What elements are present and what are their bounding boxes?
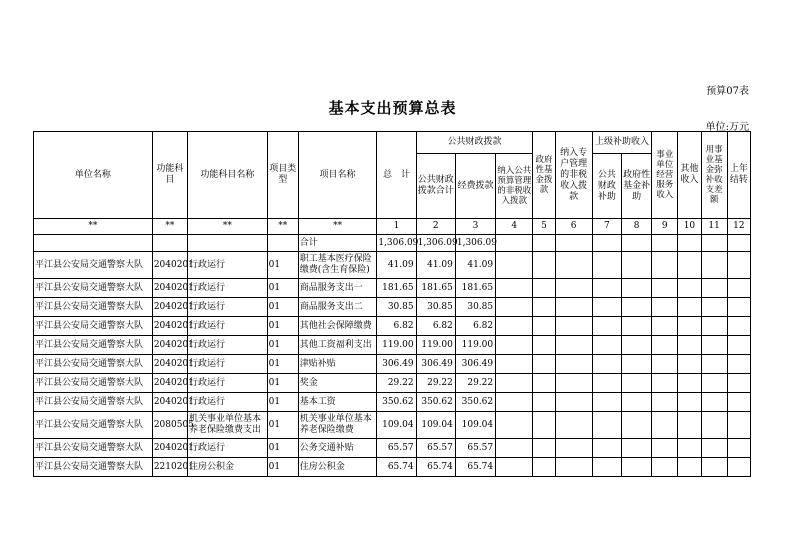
public-total-cell: 181.65	[416, 279, 455, 298]
func-name-cell: 行政运行	[188, 393, 268, 412]
empty-cell	[533, 374, 555, 393]
empty-cell	[727, 355, 750, 374]
header-public-finance-subsidy: 公共财政补助	[592, 154, 621, 219]
empty-cell	[621, 298, 651, 317]
empty-cell	[652, 235, 678, 252]
empty-cell	[555, 412, 592, 439]
total-cell: 350.62	[377, 393, 416, 412]
index-cell: 10	[678, 219, 701, 235]
unit-name-cell: 平江县公安局交通警察大队	[34, 252, 153, 279]
unit-name-cell: 平江县公安局交通警察大队	[34, 458, 153, 477]
empty-cell	[727, 279, 750, 298]
empty-cell	[621, 336, 651, 355]
empty-cell	[701, 412, 727, 439]
item-name-cell: 其他工资福利支出	[298, 336, 377, 355]
table-row	[34, 336, 751, 355]
func-name-cell: 住房公积金	[188, 458, 268, 477]
empty-cell	[555, 355, 592, 374]
empty-cell	[496, 279, 533, 298]
table-row	[34, 355, 751, 374]
header-public-finance-total: 公共财政拨款合计	[416, 154, 455, 219]
header-fund-balance: 用事业基金弥补收支差额	[701, 132, 727, 219]
header-last-year: 上年结转	[727, 132, 750, 219]
empty-cell	[533, 317, 555, 336]
public-total-cell: 30.85	[416, 298, 455, 317]
func-code-cell: 2040201	[152, 279, 187, 298]
empty-cell	[678, 439, 701, 458]
empty-cell	[533, 355, 555, 374]
item-name-cell: 商品服务支出二	[298, 298, 377, 317]
func-code-cell: 2040201	[152, 355, 187, 374]
budget-table	[33, 131, 751, 477]
index-row	[34, 219, 751, 235]
header-non-tax-in-budget: 纳入公共预算管理的非税收入拨款	[496, 154, 533, 219]
empty-cell	[555, 298, 592, 317]
funding-cell: 65.74	[455, 458, 495, 477]
total-row	[34, 235, 751, 252]
empty-cell	[727, 252, 750, 279]
empty-cell	[496, 439, 533, 458]
item-type-cell: 01	[267, 336, 298, 355]
empty-cell	[533, 336, 555, 355]
func-code-cell: 2040201	[152, 439, 187, 458]
item-name-cell: 其他社会保障缴费	[298, 317, 377, 336]
total-cell: 65.74	[377, 458, 416, 477]
empty-cell	[727, 235, 750, 252]
empty-cell	[34, 235, 153, 252]
empty-cell	[678, 393, 701, 412]
index-cell: 12	[727, 219, 750, 235]
item-type-cell: 01	[267, 439, 298, 458]
total-cell: 306.49	[377, 355, 416, 374]
empty-cell	[678, 252, 701, 279]
index-cell: 1	[377, 219, 416, 235]
index-cell: 6	[555, 219, 592, 235]
empty-cell	[592, 336, 621, 355]
empty-cell	[701, 235, 727, 252]
header-gov-fund-subsidy: 政府性基金补助	[621, 154, 651, 219]
empty-cell	[555, 439, 592, 458]
func-name-cell: 行政运行	[188, 252, 268, 279]
index-cell: **	[188, 219, 268, 235]
table-row	[34, 458, 751, 477]
empty-cell	[496, 235, 533, 252]
empty-cell	[678, 412, 701, 439]
empty-cell	[555, 458, 592, 477]
empty-cell	[533, 252, 555, 279]
item-name-cell: 职工基本医疗保险缴费(含生育保险)	[298, 252, 377, 279]
empty-cell	[592, 393, 621, 412]
total-cell: 29.22	[377, 374, 416, 393]
empty-cell	[652, 252, 678, 279]
empty-cell	[701, 317, 727, 336]
unit-name-cell: 平江县公安局交通警察大队	[34, 298, 153, 317]
funding-cell: 65.57	[455, 439, 495, 458]
empty-cell	[621, 235, 651, 252]
unit-name-cell: 平江县公安局交通警察大队	[34, 355, 153, 374]
total-cell: 109.04	[377, 412, 416, 439]
func-code-cell: 2080505	[152, 412, 187, 439]
total-cell: 6.82	[377, 317, 416, 336]
table-row	[34, 412, 751, 439]
unit-name-cell: 平江县公安局交通警察大队	[34, 336, 153, 355]
empty-cell	[496, 336, 533, 355]
index-cell: 7	[592, 219, 621, 235]
public-total-cell: 6.82	[416, 317, 455, 336]
empty-cell	[592, 439, 621, 458]
index-cell: 11	[701, 219, 727, 235]
unit-name-cell: 平江县公安局交通警察大队	[34, 374, 153, 393]
empty-cell	[555, 374, 592, 393]
total-cell: 181.65	[377, 279, 416, 298]
empty-cell	[701, 252, 727, 279]
item-name-cell: 奖金	[298, 374, 377, 393]
unit-name-cell: 平江县公安局交通警察大队	[34, 317, 153, 336]
total-cell: 30.85	[377, 298, 416, 317]
empty-cell	[533, 298, 555, 317]
table-row	[34, 252, 751, 279]
header-funding-allocation: 经费拨款	[455, 154, 495, 219]
empty-cell	[533, 279, 555, 298]
item-name-cell: 商品服务支出一	[298, 279, 377, 298]
func-name-cell: 行政运行	[188, 317, 268, 336]
empty-cell	[496, 458, 533, 477]
public-total-cell: 306.49	[416, 355, 455, 374]
funding-cell: 29.22	[455, 374, 495, 393]
func-code-cell: 2040201	[152, 298, 187, 317]
empty-cell	[678, 374, 701, 393]
header-other-income: 其他收入	[678, 132, 701, 219]
empty-cell	[727, 336, 750, 355]
funding-cell: 306.49	[455, 355, 495, 374]
empty-cell	[592, 252, 621, 279]
empty-cell	[267, 235, 298, 252]
header-special-non-tax: 纳入专户管理的非税收入拨款	[555, 132, 592, 219]
empty-cell	[592, 458, 621, 477]
empty-cell	[496, 252, 533, 279]
empty-cell	[592, 279, 621, 298]
empty-cell	[652, 412, 678, 439]
item-type-cell: 01	[267, 412, 298, 439]
public-total-value: 1,306.09	[416, 235, 455, 252]
total-value: 1,306.09	[377, 235, 416, 252]
empty-cell	[678, 336, 701, 355]
index-cell: **	[34, 219, 153, 235]
total-cell: 65.57	[377, 439, 416, 458]
empty-cell	[727, 298, 750, 317]
empty-cell	[621, 458, 651, 477]
empty-cell	[555, 235, 592, 252]
func-code-cell: 2040201	[152, 252, 187, 279]
table-row	[34, 374, 751, 393]
empty-cell	[652, 393, 678, 412]
item-type-cell: 01	[267, 355, 298, 374]
empty-cell	[701, 279, 727, 298]
funding-cell: 181.65	[455, 279, 495, 298]
func-code-cell: 2040201	[152, 374, 187, 393]
empty-cell	[652, 279, 678, 298]
func-name-cell: 行政运行	[188, 439, 268, 458]
item-type-cell: 01	[267, 298, 298, 317]
empty-cell	[533, 439, 555, 458]
empty-cell	[496, 374, 533, 393]
empty-cell	[592, 317, 621, 336]
index-cell: **	[267, 219, 298, 235]
empty-cell	[533, 393, 555, 412]
index-cell: 5	[533, 219, 555, 235]
empty-cell	[727, 412, 750, 439]
item-type-cell: 01	[267, 317, 298, 336]
empty-cell	[727, 439, 750, 458]
empty-cell	[701, 355, 727, 374]
item-type-cell: 01	[267, 279, 298, 298]
empty-cell	[152, 235, 187, 252]
empty-cell	[533, 458, 555, 477]
empty-cell	[621, 412, 651, 439]
empty-cell	[678, 298, 701, 317]
public-total-cell: 65.57	[416, 439, 455, 458]
funding-cell: 109.04	[455, 412, 495, 439]
func-name-cell: 行政运行	[188, 336, 268, 355]
empty-cell	[621, 279, 651, 298]
index-cell: **	[152, 219, 187, 235]
public-total-cell: 350.62	[416, 393, 455, 412]
empty-cell	[727, 393, 750, 412]
unit-label: 单位:万元	[705, 122, 749, 133]
empty-cell	[555, 279, 592, 298]
func-code-cell: 2040201	[152, 336, 187, 355]
empty-cell	[621, 374, 651, 393]
func-name-cell: 行政运行	[188, 279, 268, 298]
empty-cell	[555, 252, 592, 279]
public-total-cell: 41.09	[416, 252, 455, 279]
header-item-type: 项目类型	[267, 132, 298, 219]
empty-cell	[533, 412, 555, 439]
index-cell: 2	[416, 219, 455, 235]
empty-cell	[701, 374, 727, 393]
empty-cell	[701, 458, 727, 477]
header-public-finance: 公共财政拨款	[416, 132, 533, 154]
total-label: 合计	[298, 235, 377, 252]
func-name-cell: 行政运行	[188, 298, 268, 317]
empty-cell	[555, 393, 592, 412]
empty-cell	[188, 235, 268, 252]
empty-cell	[727, 374, 750, 393]
funding-cell: 350.62	[455, 393, 495, 412]
empty-cell	[621, 252, 651, 279]
public-total-cell: 109.04	[416, 412, 455, 439]
header-business-income: 事业单位经营服务收入	[652, 132, 678, 219]
empty-cell	[678, 458, 701, 477]
empty-cell	[678, 355, 701, 374]
item-name-cell: 津贴补贴	[298, 355, 377, 374]
table-row	[34, 279, 751, 298]
index-cell: 8	[621, 219, 651, 235]
funding-cell: 6.82	[455, 317, 495, 336]
func-code-cell: 2210201	[152, 458, 187, 477]
header-func-name: 功能科目名称	[188, 132, 268, 219]
empty-cell	[621, 317, 651, 336]
empty-cell	[496, 412, 533, 439]
unit-name-cell: 平江县公安局交通警察大队	[34, 279, 153, 298]
table-row	[34, 317, 751, 336]
index-cell: 9	[652, 219, 678, 235]
empty-cell	[592, 412, 621, 439]
header-unit-name: 单位名称	[34, 132, 153, 219]
func-code-cell: 2040201	[152, 317, 187, 336]
empty-cell	[621, 355, 651, 374]
empty-cell	[496, 355, 533, 374]
index-cell: 4	[496, 219, 533, 235]
index-cell: 3	[455, 219, 495, 235]
empty-cell	[727, 458, 750, 477]
funding-cell: 30.85	[455, 298, 495, 317]
empty-cell	[555, 317, 592, 336]
unit-name-cell: 平江县公安局交通警察大队	[34, 412, 153, 439]
funding-cell: 119.00	[455, 336, 495, 355]
empty-cell	[533, 235, 555, 252]
empty-cell	[701, 393, 727, 412]
empty-cell	[555, 336, 592, 355]
item-type-cell: 01	[267, 458, 298, 477]
empty-cell	[652, 355, 678, 374]
empty-cell	[727, 317, 750, 336]
item-name-cell: 基本工资	[298, 393, 377, 412]
func-name-cell: 行政运行	[188, 374, 268, 393]
empty-cell	[678, 235, 701, 252]
empty-cell	[652, 374, 678, 393]
header-func-code: 功能科目	[152, 132, 187, 219]
total-cell: 119.00	[377, 336, 416, 355]
empty-cell	[701, 439, 727, 458]
func-name-cell: 行政运行	[188, 355, 268, 374]
item-type-cell: 01	[267, 252, 298, 279]
item-type-cell: 01	[267, 374, 298, 393]
index-cell: **	[298, 219, 377, 235]
empty-cell	[678, 317, 701, 336]
empty-cell	[652, 439, 678, 458]
table-row	[34, 298, 751, 317]
total-cell: 41.09	[377, 252, 416, 279]
empty-cell	[496, 393, 533, 412]
funding-value: 1,306.09	[455, 235, 495, 252]
empty-cell	[652, 458, 678, 477]
empty-cell	[701, 298, 727, 317]
empty-cell	[621, 439, 651, 458]
item-name-cell: 住房公积金	[298, 458, 377, 477]
empty-cell	[592, 355, 621, 374]
empty-cell	[678, 279, 701, 298]
header-superior-subsidy: 上级补助收入	[592, 132, 651, 154]
page-title: 基本支出预算总表	[328, 99, 457, 117]
item-name-cell: 公务交通补贴	[298, 439, 377, 458]
public-total-cell: 65.74	[416, 458, 455, 477]
empty-cell	[652, 298, 678, 317]
item-type-cell: 01	[267, 393, 298, 412]
empty-cell	[592, 374, 621, 393]
header-item-name: 项目名称	[298, 132, 377, 219]
unit-name-cell: 平江县公安局交通警察大队	[34, 439, 153, 458]
unit-name-cell: 平江县公安局交通警察大队	[34, 393, 153, 412]
empty-cell	[496, 317, 533, 336]
empty-cell	[621, 393, 651, 412]
empty-cell	[496, 298, 533, 317]
funding-cell: 41.09	[455, 252, 495, 279]
empty-cell	[701, 336, 727, 355]
func-name-cell: 机关事业单位基本养老保险缴费支出	[188, 412, 268, 439]
empty-cell	[652, 317, 678, 336]
func-code-cell: 2040201	[152, 393, 187, 412]
header-total: 总 计	[377, 132, 416, 219]
empty-cell	[592, 298, 621, 317]
table-row	[34, 393, 751, 412]
empty-cell	[652, 336, 678, 355]
public-total-cell: 29.22	[416, 374, 455, 393]
header-gov-fund: 政府性基金拨款	[533, 132, 555, 219]
public-total-cell: 119.00	[416, 336, 455, 355]
empty-cell	[592, 235, 621, 252]
form-number: 预算07表	[706, 86, 749, 97]
item-name-cell: 机关事业单位基本养老保险缴费	[298, 412, 377, 439]
table-row	[34, 439, 751, 458]
